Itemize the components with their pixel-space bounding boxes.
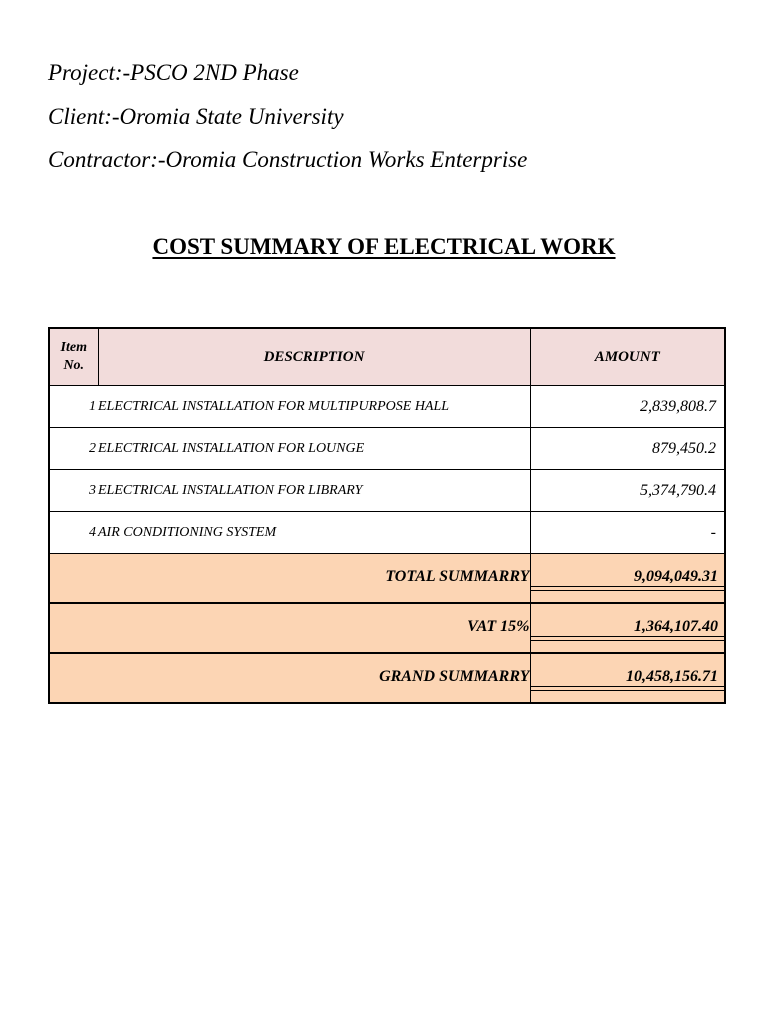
total-summary-value-cell bbox=[530, 554, 725, 604]
table-row bbox=[49, 386, 725, 428]
item-description: ELECTRICAL INSTALLATION FOR MULTIPURPOSE HALL bbox=[98, 386, 530, 428]
total-summary-row bbox=[49, 554, 725, 604]
document-title bbox=[0, 234, 768, 260]
underline bbox=[531, 640, 725, 641]
header-item-no bbox=[49, 328, 98, 386]
item-amount: - bbox=[530, 512, 725, 554]
table-row bbox=[49, 470, 725, 512]
header-item-line1: Item bbox=[60, 340, 87, 355]
item-number: 3 bbox=[49, 470, 98, 512]
vat-row bbox=[49, 603, 725, 653]
underline bbox=[531, 586, 725, 587]
item-number: 2 bbox=[49, 428, 98, 470]
grand-summary-label-text: GRAND SUMMARRY bbox=[379, 668, 530, 685]
header-item-line2: No. bbox=[63, 358, 85, 373]
document-title-text: COST SUMMARY OF ELECTRICAL WORK bbox=[152, 234, 616, 259]
header-amount: AMOUNT bbox=[530, 328, 725, 386]
header-description: DESCRIPTION bbox=[98, 328, 530, 386]
item-description: AIR CONDITIONING SYSTEM bbox=[98, 512, 530, 554]
total-summary-value: 9,094,049.31 bbox=[634, 568, 718, 585]
grand-summary-value-cell bbox=[530, 653, 725, 703]
vat-label bbox=[49, 603, 530, 653]
grand-summary-row bbox=[49, 653, 725, 703]
total-summary-label bbox=[49, 554, 530, 604]
item-description: ELECTRICAL INSTALLATION FOR LOUNGE bbox=[98, 428, 530, 470]
vat-value-cell bbox=[530, 603, 725, 653]
grand-summary-value: 10,458,156.71 bbox=[626, 668, 718, 685]
vat-value: 1,364,107.40 bbox=[634, 618, 718, 635]
underline bbox=[531, 590, 725, 591]
project-line: Project:-PSCO 2ND Phase bbox=[48, 60, 299, 85]
total-summary-label-text: TOTAL SUMMARRY bbox=[385, 568, 530, 585]
table-header-row bbox=[49, 328, 725, 386]
underline bbox=[531, 636, 725, 637]
grand-summary-label bbox=[49, 653, 530, 703]
underline bbox=[531, 686, 725, 687]
item-number: 1 bbox=[49, 386, 98, 428]
item-amount: 879,450.2 bbox=[530, 428, 725, 470]
underline bbox=[531, 690, 725, 691]
item-description: ELECTRICAL INSTALLATION FOR LIBRARY bbox=[98, 470, 530, 512]
table-row bbox=[49, 428, 725, 470]
contractor-line: Contractor:-Oromia Construction Works Enterprise bbox=[48, 147, 528, 172]
client-line: Client:-Oromia State University bbox=[48, 104, 344, 129]
item-amount: 2,839,808.7 bbox=[530, 386, 725, 428]
cost-summary-table bbox=[48, 327, 726, 704]
item-number: 4 bbox=[49, 512, 98, 554]
item-amount: 5,374,790.4 bbox=[530, 470, 725, 512]
vat-label-text: VAT 15% bbox=[467, 618, 530, 635]
table-row bbox=[49, 512, 725, 554]
